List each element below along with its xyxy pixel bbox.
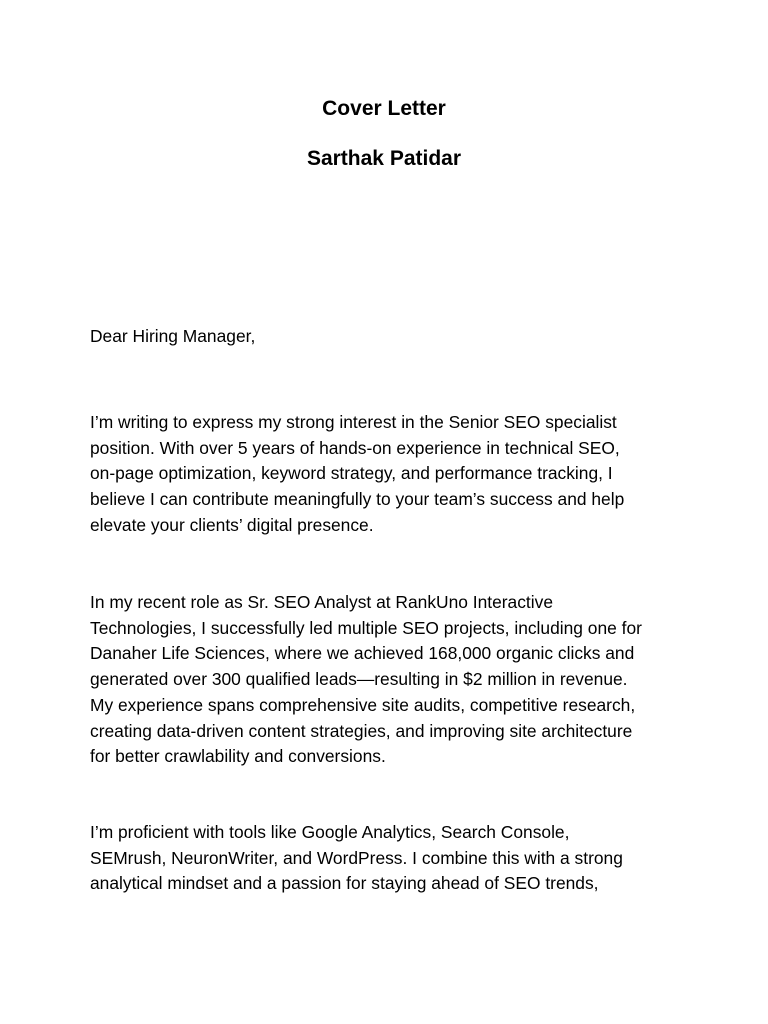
paragraph-line: on-page optimization, keyword strategy, and performance tracking, I (90, 463, 613, 484)
paragraph-1 (90, 410, 690, 539)
paragraph-line: Danaher Life Sciences, where we achieved 168,000 organic clicks and (90, 643, 635, 664)
paragraph-line: Technologies, I successfully led multiple SEO projects, including one for (90, 617, 642, 638)
paragraph-line: for better crawlability and conversions. (90, 746, 386, 767)
paragraph-line: I’m writing to express my strong interest in the Senior SEO specialist (90, 412, 617, 432)
paragraph-line: I’m proficient with tools like Google Analytics, Search Console, (90, 822, 570, 842)
paragraph-line: SEMrush, NeuronWriter, and WordPress. I combine this with a strong (90, 847, 623, 868)
paragraph-2 (90, 590, 690, 770)
paragraph-line: generated over 300 qualified leads—resulting in $2 million in revenue. (90, 669, 628, 690)
paragraph-line: In my recent role as Sr. SEO Analyst at RankUno Interactive (90, 592, 553, 612)
paragraph-3 (90, 820, 690, 897)
paragraph-line: My experience spans comprehensive site audits, competitive research, (90, 694, 636, 715)
paragraph-line: creating data-driven content strategies, and improving site architecture (90, 720, 633, 741)
paragraph-line: analytical mindset and a passion for staying ahead of SEO trends, (90, 873, 599, 894)
document-title: Cover Letter (322, 97, 446, 120)
author-name: Sarthak Patidar (306, 147, 462, 170)
salutation: Dear Hiring Manager, (90, 326, 256, 346)
paragraph-line: position. With over 5 years of hands-on experience in technical SEO, (90, 437, 620, 458)
paragraph-line: elevate your clients’ digital presence. (90, 514, 374, 535)
paragraph-line: believe I can contribute meaningfully to your team’s success and help (90, 489, 625, 510)
